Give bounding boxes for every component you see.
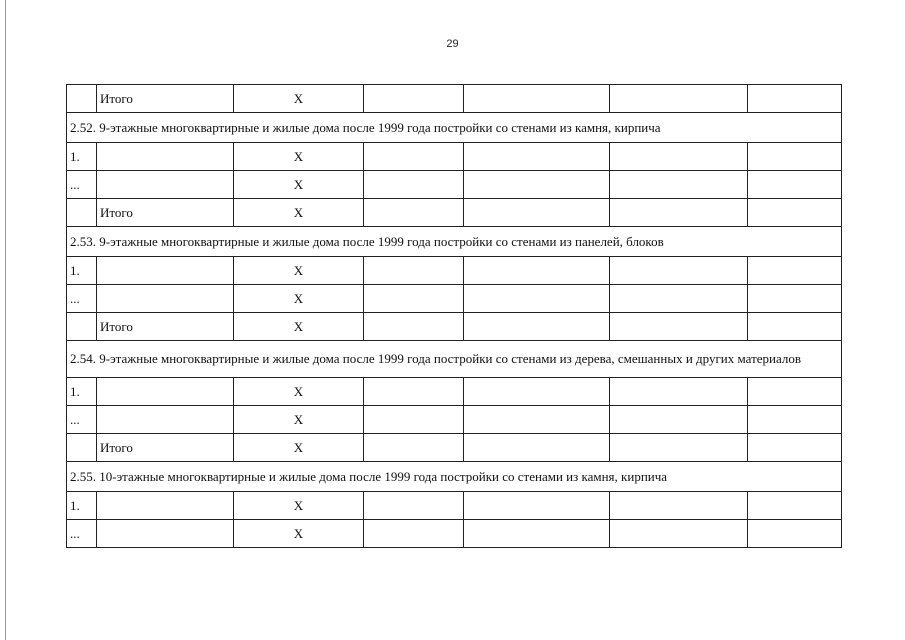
table-row: [67, 406, 842, 434]
empty-cell: [610, 434, 748, 462]
empty-cell: [610, 85, 748, 113]
row-number-cell: ...: [67, 520, 97, 548]
row-number-cell: [67, 313, 97, 341]
object-name-cell: [97, 171, 234, 199]
empty-cell: [748, 313, 842, 341]
mark-cell: X: [234, 85, 364, 113]
empty-cell: [364, 285, 464, 313]
empty-cell: [610, 143, 748, 171]
page-left-border: [5, 0, 6, 640]
empty-cell: [748, 285, 842, 313]
row-number-cell: ...: [67, 285, 97, 313]
mark-cell: X: [234, 143, 364, 171]
empty-cell: [610, 378, 748, 406]
empty-cell: [364, 406, 464, 434]
empty-cell: [364, 434, 464, 462]
mark-cell: X: [234, 378, 364, 406]
row-number-cell: 1.: [67, 378, 97, 406]
object-name-cell: Итого: [97, 85, 234, 113]
empty-cell: [748, 199, 842, 227]
total-row: [67, 313, 842, 341]
row-number-cell: ...: [67, 406, 97, 434]
empty-cell: [364, 85, 464, 113]
object-name-cell: [97, 520, 234, 548]
section-title: 2.55. 10-этажные многоквартирные и жилые дома после 1999 года постройки со стенами из камня, кирпича: [67, 462, 842, 492]
object-name-cell: [97, 257, 234, 285]
section-header-row: [67, 113, 842, 143]
empty-cell: [610, 406, 748, 434]
total-row: [67, 199, 842, 227]
mark-cell: X: [234, 171, 364, 199]
empty-cell: [464, 257, 610, 285]
mark-cell: X: [234, 199, 364, 227]
row-number-cell: 1.: [67, 143, 97, 171]
table-row: [67, 143, 842, 171]
object-name-cell: [97, 285, 234, 313]
empty-cell: [748, 406, 842, 434]
table-row: [67, 171, 842, 199]
section-title: 2.54. 9-этажные многоквартирные и жилые дома после 1999 года постройки со стенами из дерева, смешанных и других материалов: [67, 341, 842, 378]
object-name-cell: [97, 492, 234, 520]
object-name-cell: [97, 143, 234, 171]
empty-cell: [748, 434, 842, 462]
empty-cell: [364, 520, 464, 548]
empty-cell: [748, 492, 842, 520]
row-number-cell: [67, 199, 97, 227]
empty-cell: [610, 171, 748, 199]
empty-cell: [364, 492, 464, 520]
table-row: [67, 257, 842, 285]
mark-cell: X: [234, 285, 364, 313]
row-number-cell: [67, 85, 97, 113]
section-header-row: [67, 462, 842, 492]
empty-cell: [464, 313, 610, 341]
table-row: [67, 520, 842, 548]
housing-table: [66, 84, 842, 548]
total-row: [67, 434, 842, 462]
empty-cell: [464, 171, 610, 199]
object-name-cell: [97, 406, 234, 434]
empty-cell: [364, 257, 464, 285]
mark-cell: X: [234, 520, 364, 548]
table-row: [67, 285, 842, 313]
empty-cell: [464, 406, 610, 434]
empty-cell: [464, 199, 610, 227]
empty-cell: [464, 285, 610, 313]
row-number-cell: ...: [67, 171, 97, 199]
mark-cell: X: [234, 492, 364, 520]
empty-cell: [748, 171, 842, 199]
empty-cell: [748, 85, 842, 113]
empty-cell: [464, 378, 610, 406]
row-number-cell: 1.: [67, 257, 97, 285]
section-header-row: [67, 341, 842, 378]
empty-cell: [748, 520, 842, 548]
mark-cell: X: [234, 434, 364, 462]
empty-cell: [464, 143, 610, 171]
empty-cell: [610, 520, 748, 548]
object-name-cell: [97, 378, 234, 406]
empty-cell: [464, 85, 610, 113]
empty-cell: [464, 520, 610, 548]
empty-cell: [610, 257, 748, 285]
section-title: 2.53. 9-этажные многоквартирные и жилые дома после 1999 года постройки со стенами из панелей, блоков: [67, 227, 842, 257]
object-name-cell: Итого: [97, 434, 234, 462]
empty-cell: [364, 143, 464, 171]
empty-cell: [748, 257, 842, 285]
table-row: [67, 378, 842, 406]
object-name-cell: Итого: [97, 199, 234, 227]
empty-cell: [364, 171, 464, 199]
table-row: [67, 492, 842, 520]
empty-cell: [748, 143, 842, 171]
empty-cell: [610, 285, 748, 313]
row-number-cell: 1.: [67, 492, 97, 520]
object-name-cell: Итого: [97, 313, 234, 341]
section-header-row: [67, 227, 842, 257]
page-number: 29: [446, 38, 459, 50]
empty-cell: [610, 313, 748, 341]
row-number-cell: [67, 434, 97, 462]
mark-cell: X: [234, 257, 364, 285]
empty-cell: [464, 434, 610, 462]
section-title: 2.52. 9-этажные многоквартирные и жилые дома после 1999 года постройки со стенами из камня, кирпича: [67, 113, 842, 143]
mark-cell: X: [234, 313, 364, 341]
empty-cell: [610, 492, 748, 520]
empty-cell: [748, 378, 842, 406]
total-row: [67, 85, 842, 113]
empty-cell: [364, 199, 464, 227]
mark-cell: X: [234, 406, 364, 434]
empty-cell: [364, 378, 464, 406]
empty-cell: [364, 313, 464, 341]
empty-cell: [610, 199, 748, 227]
empty-cell: [464, 492, 610, 520]
